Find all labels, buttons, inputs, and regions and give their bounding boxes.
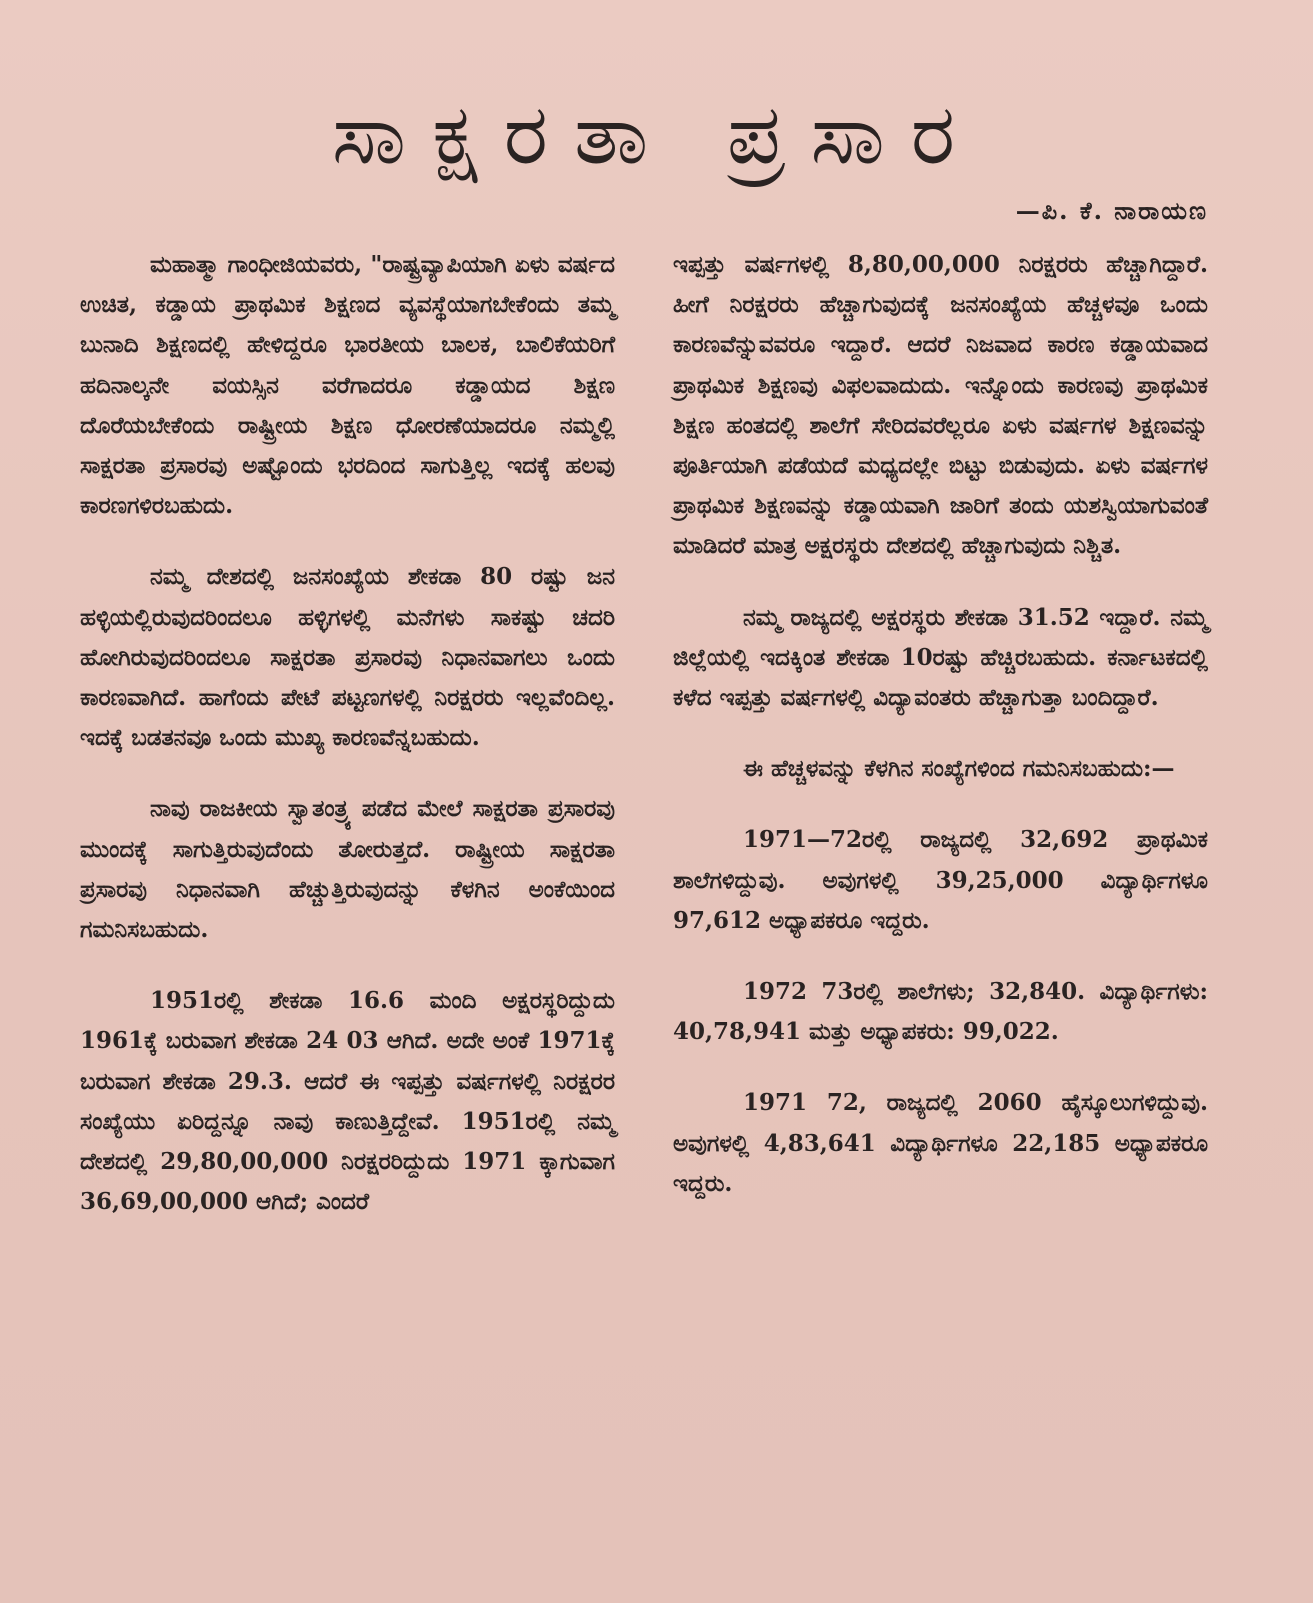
paragraph: ನಮ್ಮ ದೇಶದಲ್ಲಿ ಜನಸಂಖ್ಯೆಯ ಶೇಕಡಾ 80 ರಷ್ಟು ಜನ ಹಳ್ಳಿಯಲ್ಲಿರುವುದರಿಂದಲೂ ಹಳ್ಳಿಗಳಲ್ಲಿ ಮನೆಗಳು ಸಾಕಷ್ಟು ಚದರಿ ಹೋಗಿರುವುದರಿಂದಲೂ ಸಾಕ್ಷರತಾ ಪ್ರಸಾರವು ನಿಧಾನವಾಗಲು ಒಂದು ಕಾರಣವಾಗಿದೆ. ಹಾಗೆಂದು ಪೇಟೆ ಪಟ್ಟಣಗಳಲ್ಲಿ ನಿರಕ್ಷರರು ಇಲ್ಲವೆಂದಿಲ್ಲ. ಇದಕ್ಕೆ ಬಡತನವೂ ಒಂದು ಮುಖ್ಯ ಕಾರಣವೆನ್ನಬಹುದು. (80, 563, 615, 752)
article-title: ಸಾಕ್ಷರತಾ ಪ್ರಸಾರ (331, 85, 982, 183)
paragraph: ಮಹಾತ್ಮಾ ಗಾಂಧೀಜಿಯವರು, "ರಾಷ್ಟ್ರವ್ಯಾಪಿಯಾಗಿ ಏಳು ವರ್ಷದ ಉಚಿತ, ಕಡ್ಡಾಯ ಪ್ರಾಥಮಿಕ ಶಿಕ್ಷಣದ ವ್ಯವಸ್ಥೆಯಾಗಬೇಕೆಂದು ತಮ್ಮ ಬುನಾದಿ ಶಿಕ್ಷಣದಲ್ಲಿ ಹೇಳಿದ್ದರೂ ಭಾರತೀಯ ಬಾಲಕ, ಬಾಲಿಕೆಯರಿಗೆ ಹದಿನಾಲ್ಕನೇ ವಯಸ್ಸಿನ ವರೆಗಾದರೂ ಕಡ್ಡಾಯದ ಶಿಕ್ಷಣ ದೊರೆಯಬೇಕೆಂದು ರಾಷ್ಟ್ರೀಯ ಶಿಕ್ಷಣ ಧೋರಣೆಯಾದರೂ ನಮ್ಮಲ್ಲಿ ಸಾಕ್ಷರತಾ ಪ್ರಸಾರವು ಅಷ್ಟೊಂದು ಭರದಿಂದ ಸಾಗುತ್ತಿಲ್ಲ ಇದಕ್ಕೆ ಹಲವು ಕಾರಣಗಳಿರಬಹುದು. (80, 251, 615, 520)
right-column (673, 245, 1208, 1235)
paragraph: ನಮ್ಮ ರಾಜ್ಯದಲ್ಲಿ ಅಕ್ಷರಸ್ಥರು ಶೇಕಡಾ 31.52 ಇದ್ದಾರೆ. ನಮ್ಮ ಜಿಲ್ಲೆಯಲ್ಲಿ ಇದಕ್ಕಿಂತ ಶೇಕಡಾ 10ರಷ್ಟು ಹೆಚ್ಚಿರಬಹುದು. ಕರ್ನಾಟಕದಲ್ಲಿ ಕಳೆದ ಇಪ್ಪತ್ತು ವರ್ಷಗಳಲ್ಲಿ ವಿದ್ಯಾವಂತರು ಹೆಚ್ಚಾಗುತ್ತಾ ಬಂದಿದ್ದಾರೆ. (673, 603, 1208, 712)
article-author: —ಪಿ. ಕೆ. ನಾರಾಯಣ (1015, 196, 1208, 225)
paragraph: ನಾವು ರಾಜಕೀಯ ಸ್ವಾತಂತ್ರ್ಯ ಪಡೆದ ಮೇಲೆ ಸಾಕ್ಷರತಾ ಪ್ರಸಾರವು ಮುಂದಕ್ಕೆ ಸಾಗುತ್ತಿರುವುದೆಂದು ತೋರುತ್ತದೆ. ರಾಷ್ಟ್ರೀಯ ಸಾಕ್ಷರತಾ ಪ್ರಸಾರವು ನಿಧಾನವಾಗಿ ಹೆಚ್ಚುತ್ತಿರುವುದನ್ನು ಕೆಳಗಿನ ಅಂಕೆಯಿಂದ ಗಮನಿಸಬಹುದು. (80, 795, 615, 944)
paragraph: 1972 73ರಲ್ಲಿ ಶಾಲೆಗಳು; 32,840. ವಿದ್ಯಾರ್ಥಿಗಳು: 40,78,941 ಮತ್ತು ಅಧ್ಯಾಪಕರು: 99,022. (673, 978, 1208, 1046)
left-column (80, 245, 615, 1253)
paragraph: 1971 72, ರಾಜ್ಯದಲ್ಲಿ 2060 ಹೈಸ್ಕೂಲುಗಳಿದ್ದುವು. ಅವುಗಳಲ್ಲಿ 4,83,641 ವಿದ್ಯಾರ್ಥಿಗಳೂ 22,185 ಅಧ್ಯಾಪಕರೂ ಇದ್ದರು. (673, 1089, 1208, 1197)
paragraph: ಈ ಹೆಚ್ಚಳವನ್ನು ಕೆಳಗಿನ ಸಂಖ್ಯೆಗಳಿಂದ ಗಮನಿಸಬಹುದು:— (743, 755, 1175, 783)
paragraph: 1951ರಲ್ಲಿ ಶೇಕಡಾ 16.6 ಮಂದಿ ಅಕ್ಷರಸ್ಥರಿದ್ದುದು 1961ಕ್ಕೆ ಬರುವಾಗ ಶೇಕಡಾ 24 03 ಆಗಿದೆ. ಅದೇ ಅಂಕೆ 1971ಕ್ಕೆ ಬರುವಾಗ ಶೇಕಡಾ 29.3. ಆದರೆ ಈ ಇಪ್ಪತ್ತು ವರ್ಷಗಳಲ್ಲಿ ನಿರಕ್ಷರರ ಸಂಖ್ಯೆಯು ಏರಿದ್ದನ್ನೂ ನಾವು ಕಾಣುತ್ತಿದ್ದೇವೆ. 1951ರಲ್ಲಿ ನಮ್ಮ ದೇಶದಲ್ಲಿ 29,80,00,000 ನಿರಕ್ಷರರಿದ್ದುದು 1971 ಕ್ಕಾಗುವಾಗ 36,69,00,000 ಆಗಿದೆ; ಎಂದರೆ (80, 987, 615, 1216)
paragraph: 1971—72ರಲ್ಲಿ ರಾಜ್ಯದಲ್ಲಿ 32,692 ಪ್ರಾಥಮಿಕ ಶಾಲೆಗಳಿದ್ದುವು. ಅವುಗಳಲ್ಲಿ 39,25,000 ವಿದ್ಯಾರ್ಥಿಗಳೂ 97,612 ಅಧ್ಯಾಪಕರೂ ಇದ್ದರು. (673, 826, 1208, 934)
paragraph-continued: ಇಪ್ಪತ್ತು ವರ್ಷಗಳಲ್ಲಿ 8,80,00,000 ನಿರಕ್ಷರರು ಹೆಚ್ಚಾಗಿದ್ದಾರೆ. ಹೀಗೆ ನಿರಕ್ಷರರು ಹೆಚ್ಚಾಗುವುದಕ್ಕೆ ಜನಸಂಖ್ಯೆಯ ಹೆಚ್ಚಳವೂ ಒಂದು ಕಾರಣವೆನ್ನುವವರೂ ಇದ್ದಾರೆ. ಆದರೆ ನಿಜವಾದ ಕಾರಣ ಕಡ್ಡಾಯವಾದ ಪ್ರಾಥಮಿಕ ಶಿಕ್ಷಣವು ವಿಫಲವಾದುದು. ಇನ್ನೊಂದು ಕಾರಣವು ಪ್ರಾಥಮಿಕ ಶಿಕ್ಷಣ ಹಂತದಲ್ಲಿ ಶಾಲೆಗೆ ಸೇರಿದವರೆಲ್ಲರೂ ಏಳು ವರ್ಷಗಳ ಶಿಕ್ಷಣವನ್ನು ಪೂರ್ತಿಯಾಗಿ ಪಡೆಯದೆ ಮಧ್ಯದಲ್ಲೇ ಬಿಟ್ಟು ಬಿಡುವುದು. ಏಳು ವರ್ಷಗಳ ಪ್ರಾಥಮಿಕ ಶಿಕ್ಷಣವನ್ನು ಕಡ್ಡಾಯವಾಗಿ ಜಾರಿಗೆ ತಂದು ಯಶಸ್ವಿಯಾಗುವಂತೆ ಮಾಡಿದರೆ ಮಾತ್ರ ಅಕ್ಷರಸ್ಥರು ದೇಶದಲ್ಲಿ ಹೆಚ್ಚಾಗುವುದು ನಿಶ್ಚಿತ. (673, 251, 1208, 560)
